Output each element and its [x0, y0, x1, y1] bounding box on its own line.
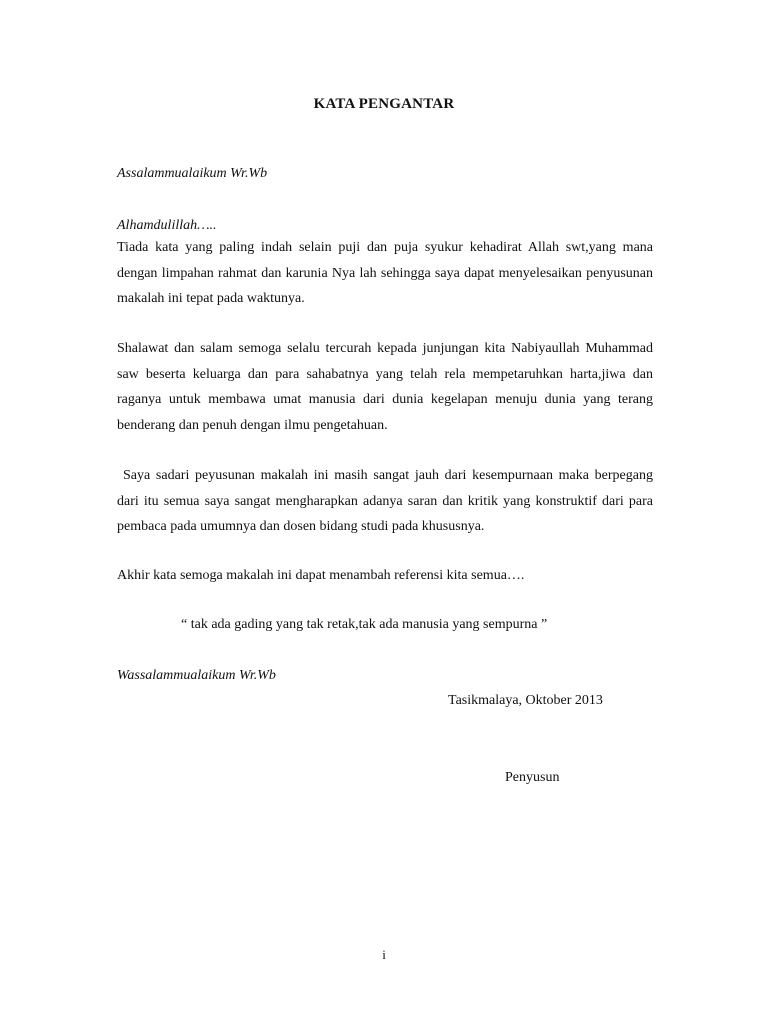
place-date: Tasikmalaya, Oktober 2013	[448, 693, 603, 708]
author-signature: Penyusun	[505, 770, 560, 785]
paragraph-1: Tiada kata yang paling indah selain puji dan puja syukur kehadirat Allah swt,yang mana dengan limpahan rahmat dan karunia Nya lah sehingga saya dapat menyelesaikan penyusunan makalah ini tepat pada waktunya.	[117, 240, 653, 306]
paragraph-3: Saya sadari peyusunan makalah ini masih sangat jauh dari kesempurnaan maka berpegang dari itu semua saya sangat mengharapkan adanya saran dan kritik yang konstruktif dari para pembaca pada umumnya dan dosen bidang studi pada khususnya.	[117, 468, 653, 534]
quote: “ tak ada gading yang tak retak,tak ada manusia yang sempurna ”	[181, 617, 548, 632]
opening-line: Alhamdulillah…..	[117, 218, 217, 233]
paragraph-2: Shalawat dan salam semoga selalu tercurah kepada junjungan kita Nabiyaullah Muhammad saw beserta keluarga dan para sahabatnya yang telah rela mempetaruhkan harta,jiwa dan raganya untuk membawa umat manusia dari dunia kegelapan menuju dunia yang terang benderang dan penuh dengan ilmu pengetahuan.	[117, 341, 653, 433]
greeting: Assalammualaikum Wr.Wb	[117, 166, 268, 181]
closing-greeting: Wassalammualaikum Wr.Wb	[117, 668, 276, 683]
page-title: KATA PENGANTAR	[313, 96, 455, 112]
closing-line: Akhir kata semoga makalah ini dapat menambah referensi kita semua….	[117, 568, 525, 583]
page-number: i	[382, 947, 386, 962]
